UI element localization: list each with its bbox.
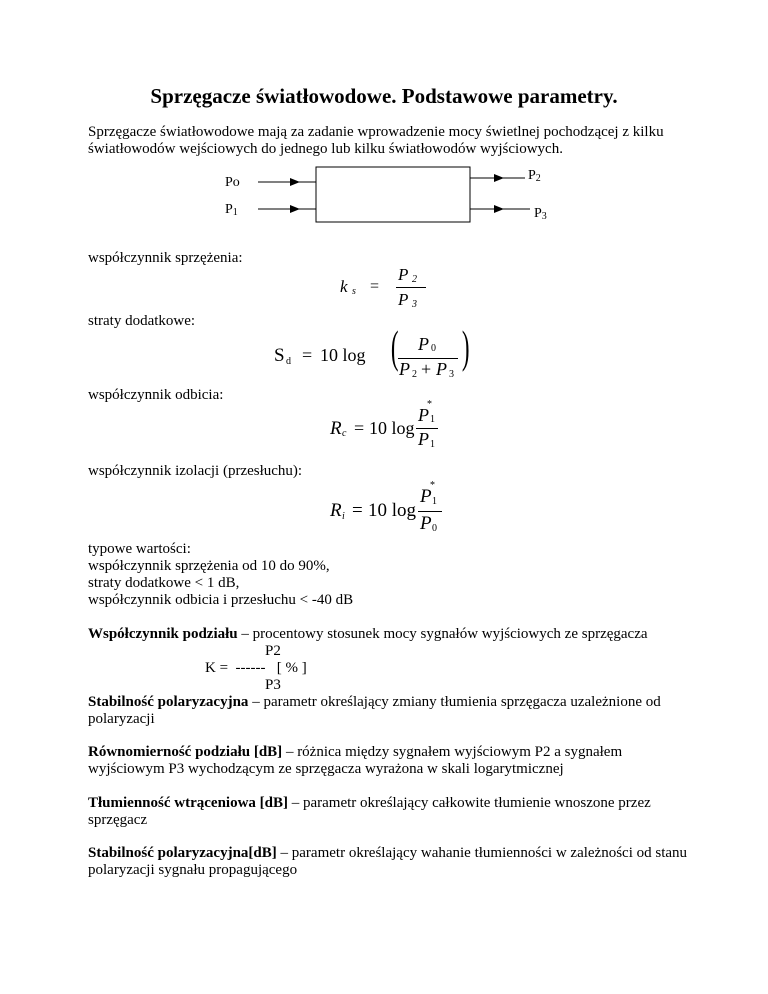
intro-paragraph: Sprzęgacze światłowodowe mają za zadanie wprowadzenie mocy świetlnej pochodzącej z kilku światłowodów wejściowych do jednego lub kilku światłowodów wyjściowych.: [88, 124, 664, 157]
input-label-p1: P1: [225, 202, 238, 218]
page-title: Sprzęgacze światłowodowe. Podstawowe parametry.: [150, 84, 618, 108]
output-label-p3: P3: [534, 206, 547, 222]
label-isolation: współczynnik izolacji (przesłuchu):: [88, 463, 303, 479]
arrow-icon-in-bottom: [290, 205, 300, 213]
arrow-icon-in-top: [290, 178, 300, 186]
split-numerator: P2: [265, 643, 281, 659]
label-extra-loss: straty dodatkowe:: [88, 313, 196, 329]
def-polarization-stability-db: Stabilność polaryzacyjna[dB] – parametr określający wahanie tłumienności w zależności od stanu polaryzacji sygnału propagującego: [88, 845, 688, 878]
def-split-coefficient: [88, 626, 688, 643]
input-label-po: Po: [225, 175, 240, 190]
arrow-icon-out-bottom: [494, 205, 504, 213]
split-denominator: P3: [265, 677, 281, 693]
typical-line-1: współczynnik sprzężenia od 10 do 90%,: [88, 558, 330, 574]
coupler-schematic: [0, 0, 768, 240]
typical-line-2: straty dodatkowe < 1 dB,: [88, 575, 240, 591]
def-split-uniformity: Równomierność podziału [dB] – różnica między sygnałem wyjściowym P2 a sygnałem wyjściowym P3 wychodzącym ze sprzęgacza wyrażona w skali logarytmicznej: [88, 744, 623, 777]
label-coupling: współczynnik sprzężenia:: [88, 250, 243, 266]
def-polarization-stability: Stabilność polaryzacyjna – parametr określający zmiany tłumienia sprzęgacza uzależnione od polaryzacji: [88, 694, 661, 727]
coupler-box: [316, 167, 470, 222]
def-term: Współczynnik podziału: [88, 626, 238, 642]
typical-heading: typowe wartości:: [88, 541, 191, 557]
output-label-p2: P2: [528, 168, 541, 184]
label-reflection: współczynnik odbicia:: [88, 387, 224, 403]
arrow-icon-out-top: [494, 174, 504, 182]
def-desc: – procentowy stosunek mocy sygnałów wyjściowych ze sprzęgacza: [237, 626, 648, 642]
split-formula: K = ------ [ % ]: [205, 660, 307, 676]
typical-line-3: współczynnik odbicia i przesłuchu < -40 dB: [88, 592, 354, 608]
def-insertion-loss: Tłumienność wtrąceniowa [dB] – parametr określający całkowite tłumienie wnoszone przez sprzęgacz: [88, 795, 651, 828]
